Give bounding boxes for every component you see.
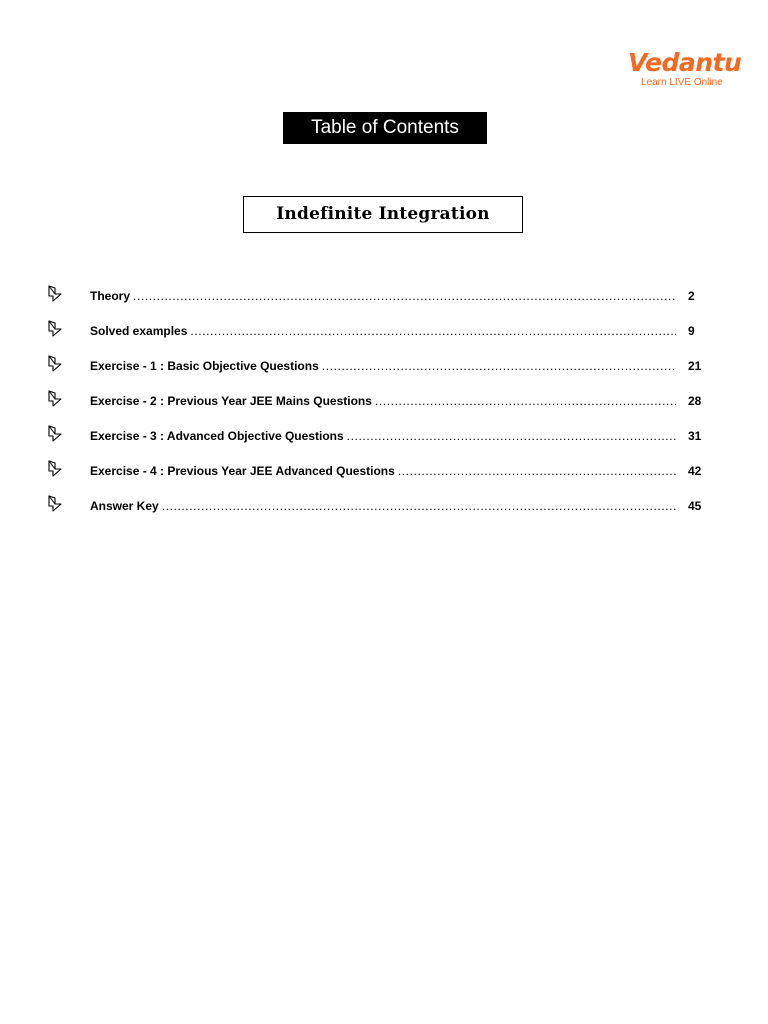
- toc-item-page: 2: [688, 289, 695, 303]
- toc-item-exercise-3[interactable]: [44, 425, 716, 460]
- arrow-bullet-icon: [46, 425, 64, 443]
- toc-item-label: Exercise - 1 : Basic Objective Questions: [90, 359, 319, 373]
- toc-item-label: Exercise - 2 : Previous Year JEE Mains Questions: [90, 394, 372, 408]
- vedantu-logo: [624, 48, 742, 92]
- toc-item-solved-examples[interactable]: [44, 320, 716, 355]
- arrow-bullet-icon: [46, 320, 64, 338]
- toc-item-label: Exercise - 4 : Previous Year JEE Advanced Questions: [90, 464, 395, 478]
- dot-leader: [398, 464, 676, 478]
- dot-leader: [162, 499, 676, 513]
- toc-item-page: 9: [688, 324, 695, 338]
- toc-item-label: Theory: [90, 289, 131, 303]
- arrow-bullet-icon: [46, 355, 64, 373]
- toc-item-label: Answer Key: [90, 499, 159, 513]
- arrow-bullet-icon: [46, 495, 64, 513]
- dot-leader: [190, 324, 676, 338]
- toc-item-label: Solved examples: [90, 324, 188, 338]
- page-title: Table of Contents: [283, 112, 487, 144]
- toc-item-exercise-4[interactable]: [44, 460, 716, 495]
- brand-tagline: Learn LIVE Online: [641, 77, 723, 88]
- toc-item-answer-key[interactable]: [44, 495, 716, 530]
- dot-leader: [133, 289, 676, 303]
- toc-list: [44, 285, 716, 530]
- toc-item-page: 42: [688, 464, 702, 478]
- toc-item-page: 28: [688, 394, 702, 408]
- dot-leader: [322, 359, 676, 373]
- toc-item-exercise-1[interactable]: [44, 355, 716, 390]
- toc-item-exercise-2[interactable]: [44, 390, 716, 425]
- brand-name: Vedantu: [628, 48, 742, 77]
- toc-item-label: Exercise - 3 : Advanced Objective Questions: [90, 429, 344, 443]
- toc-item-theory[interactable]: [44, 285, 716, 320]
- arrow-bullet-icon: [46, 460, 64, 478]
- arrow-bullet-icon: [46, 285, 64, 303]
- toc-item-page: 45: [688, 499, 702, 513]
- subject-title: Indefinite Integration: [243, 196, 523, 233]
- toc-item-page: 21: [688, 359, 702, 373]
- dot-leader: [347, 429, 676, 443]
- arrow-bullet-icon: [46, 390, 64, 408]
- dot-leader: [375, 394, 676, 408]
- toc-item-page: 31: [688, 429, 702, 443]
